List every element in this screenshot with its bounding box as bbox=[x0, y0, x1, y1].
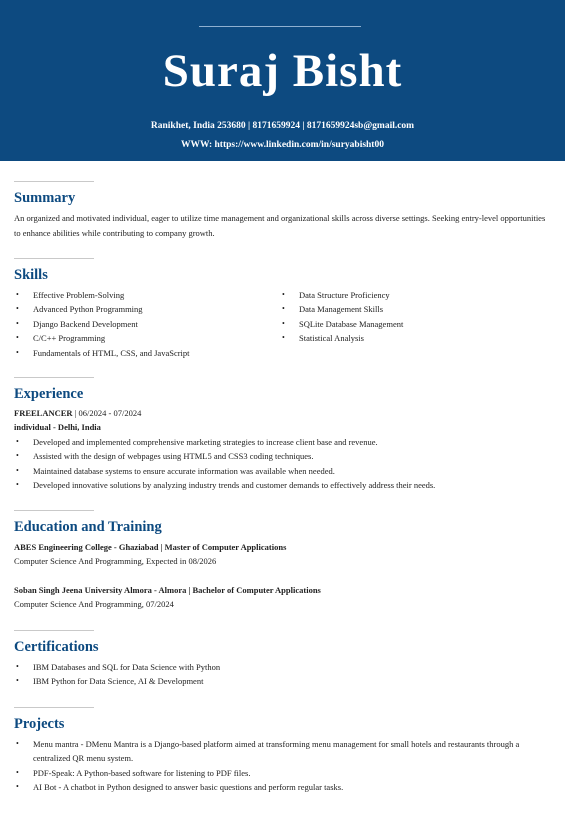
education-divider bbox=[14, 510, 94, 511]
certifications-title: Certifications bbox=[14, 639, 99, 655]
skills-left-column bbox=[14, 288, 274, 360]
summary-divider bbox=[14, 181, 94, 182]
skill-item: • Statistical Analysis bbox=[280, 331, 540, 345]
summary-title: Summary bbox=[14, 190, 76, 206]
experience-title: Experience bbox=[14, 386, 84, 402]
project-item: • Menu mantra - DMenu Mantra is a Django-based platform aimed at transforming menu management for small hotels and restaurants through a centralized QR menu system. bbox=[14, 737, 549, 766]
experience-bullets bbox=[14, 435, 554, 493]
experience-bullet: • Developed innovative solutions by analyzing industry trends and customer demands to effectively address their needs. bbox=[14, 478, 554, 492]
summary-text: An organized and motivated individual, eager to utilize time management and organizational skills across diverse settings. Seeking entry-level opportunities to enhance abilities while contributing to company growth. bbox=[14, 213, 546, 238]
experience-bullet: • Developed and implemented comprehensive marketing strategies to increase client base and revenue. bbox=[14, 435, 554, 449]
linkedin-link[interactable]: https://www.linkedin.com/in/suryabisht00 bbox=[214, 140, 384, 150]
skill-item: • Data Structure Proficiency bbox=[280, 288, 540, 302]
education-detail: Computer Science And Programming, 07/2024 bbox=[14, 599, 174, 609]
certification-item: • IBM Databases and SQL for Data Science with Python bbox=[14, 660, 554, 674]
project-item: • AI Bot - A chatbot in Python designed to answer basic questions and perform regular tasks. bbox=[14, 780, 549, 794]
projects-list bbox=[14, 737, 549, 795]
skill-item: • Django Backend Development bbox=[14, 317, 274, 331]
experience-divider bbox=[14, 377, 94, 378]
skill-item: • Advanced Python Programming bbox=[14, 302, 274, 316]
education-school: ABES Engineering College - Ghaziabad | Master of Computer Applications bbox=[14, 542, 287, 552]
job-organization: individual - Delhi, India bbox=[14, 422, 101, 432]
education-detail: Computer Science And Programming, Expected in 08/2026 bbox=[14, 556, 217, 566]
contact-line: Ranikhet, India 253680 | 8171659924 | 8171659924sb@gmail.com bbox=[150, 121, 415, 131]
resume-header bbox=[0, 0, 565, 161]
skills-title: Skills bbox=[14, 267, 48, 283]
skill-item: • C/C++ Programming bbox=[14, 331, 274, 345]
job-title: FREELANCER bbox=[14, 408, 73, 418]
web-line bbox=[0, 140, 565, 150]
skills-right-column bbox=[280, 288, 540, 346]
experience-bullet: • Maintained database systems to ensure accurate information was available when needed. bbox=[14, 464, 554, 478]
experience-role-line bbox=[14, 408, 141, 418]
skill-item: • Fundamentals of HTML, CSS, and JavaScript bbox=[14, 346, 274, 360]
skill-item: • Effective Problem-Solving bbox=[14, 288, 274, 302]
candidate-name: Suraj Bisht bbox=[162, 45, 403, 97]
certifications-list bbox=[14, 660, 554, 689]
experience-bullet: • Assisted with the design of webpages using HTML5 and CSS3 coding techniques. bbox=[14, 449, 554, 463]
header-rule bbox=[199, 26, 361, 27]
web-label: WWW: bbox=[181, 140, 213, 150]
projects-divider bbox=[14, 707, 94, 708]
education-school: Soban Singh Jeena University Almora - Almora | Bachelor of Computer Applications bbox=[14, 585, 321, 595]
skills-divider bbox=[14, 258, 94, 259]
education-title: Education and Training bbox=[14, 519, 162, 535]
skill-item: • Data Management Skills bbox=[280, 302, 540, 316]
skill-item: • SQLite Database Management bbox=[280, 317, 540, 331]
projects-title: Projects bbox=[14, 716, 65, 732]
project-item: • PDF-Speak: A Python-based software for listening to PDF files. bbox=[14, 766, 549, 780]
job-dates: | 06/2024 - 07/2024 bbox=[72, 408, 142, 418]
certifications-divider bbox=[14, 630, 94, 631]
certification-item: • IBM Python for Data Science, AI & Development bbox=[14, 674, 554, 688]
